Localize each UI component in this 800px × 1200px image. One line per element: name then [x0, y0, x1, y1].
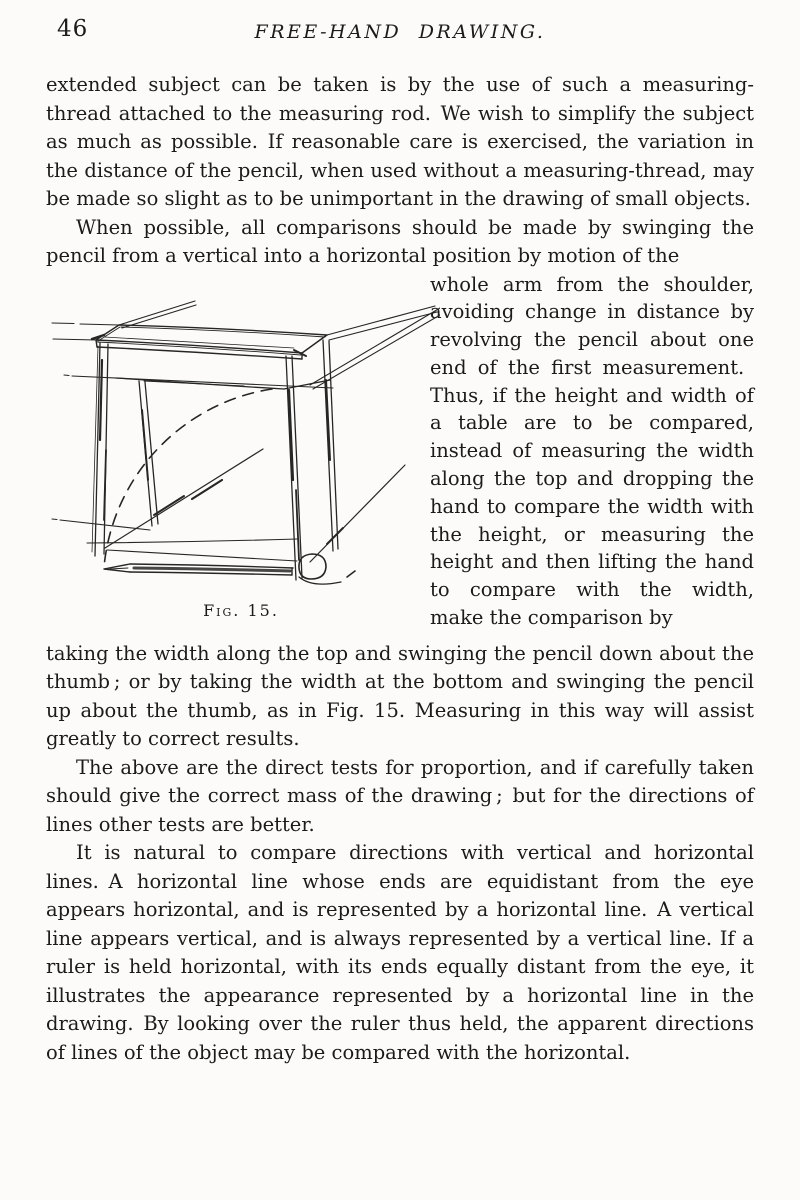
figure-caption: Fig. 15. — [203, 600, 279, 620]
table-legs — [92, 340, 338, 580]
paragraph-2-beside-figure: whole arm from the shoulder, avoiding change in distance by revolving the pencil about one end of the first measurement. Thus, if the height and width of a table are to be compared, instead of measuring the width along the top and dropping the hand to compare the width with the height, or measuring the height and then lifting the hand to compare with the width, make the comparison by — [430, 272, 754, 630]
table-sketch-illustration — [44, 290, 440, 594]
figure-and-text-row — [46, 271, 754, 632]
paragraph-1: extended subject can be taken is by the use of such a measuring-thread attached to the measuring rod. We wish to simplify the subject as much as possible. If reasonable care is exercised, the variation in the distance of the pencil, when used without a measuring-thread, may be made so slight as to be unimportant in the drawing of small objects. — [46, 73, 754, 210]
paragraph-2-continued: taking the width along the top and swinging the pencil down about the thumb ; or by taking the width at the bottom and swinging the pencil up about the thumb, as in Fig. 15. Measuring in this way will assist greatly to correct results. — [46, 641, 754, 751]
page-number: 46 — [57, 16, 89, 42]
thumb — [299, 554, 355, 584]
pencil — [104, 564, 293, 575]
table-apron — [116, 378, 330, 389]
paragraph-4: It is natural to compare directions with vertical and horizontal lines. A horizontal line whose ends are equidistant from the eye appears horizontal, and is represented by a horizontal line. A vertical line appears vertical, and is always represented by a vertical line. If a ruler is held horizontal, with its ends equally distant from the eye, it illustrates the appearance represented by a horizontal line in the drawing. By looking over the ruler thus held, the apparent directions of lines of the object may be compared with the horizontal. — [46, 841, 754, 1064]
paragraph-3: The above are the direct tests for proportion, and if carefully taken should give the correct mass of the drawing ; but for the directions of lines other tests are better. — [46, 755, 754, 836]
figure-15 — [46, 271, 424, 632]
ground-lines — [52, 519, 297, 561]
page-body — [46, 71, 754, 1067]
table-top — [92, 325, 327, 359]
paragraph-2-intro: When possible, all comparisons should be made by swinging the pencil from a vertical into a horizontal position by motion of the — [46, 215, 754, 267]
running-title: FREE-HAND DRAWING. — [254, 21, 546, 43]
